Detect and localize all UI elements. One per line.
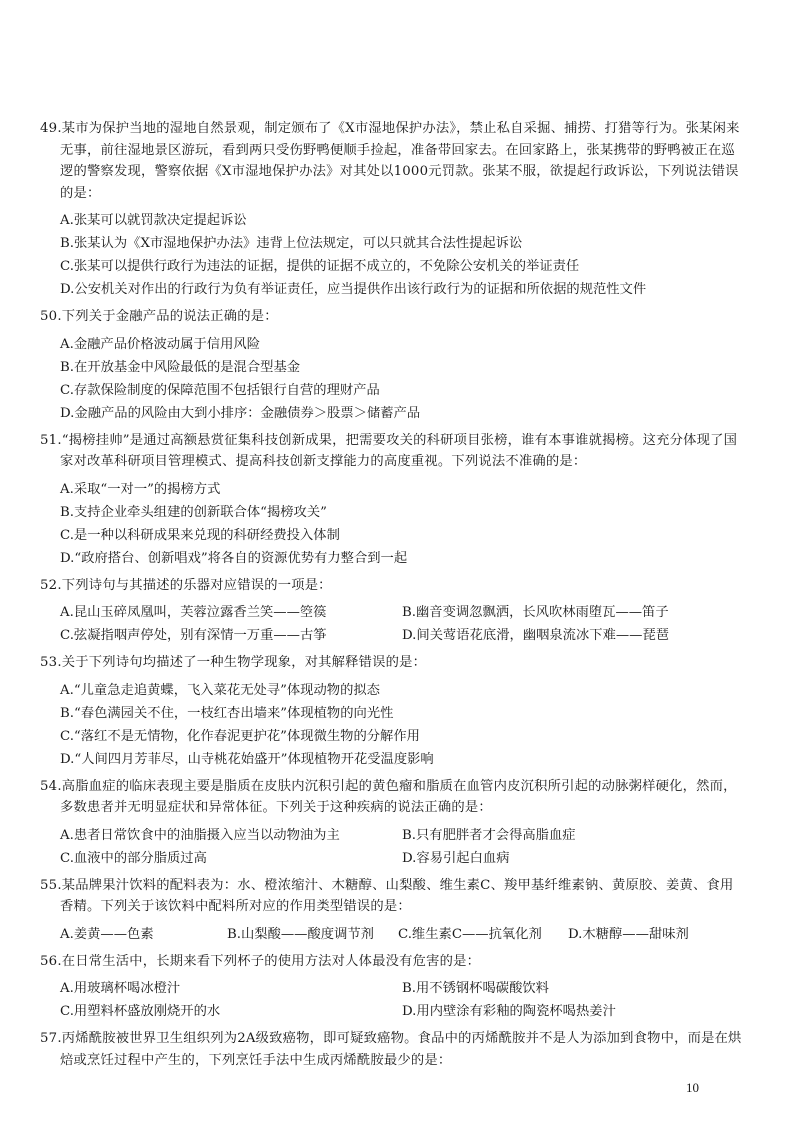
question-stem: 55.某品牌果汁饮料的配料表为：水、橙浓缩汁、木糖醇、山梨酸、维生素C、羧甲基纤维素钠、黄原胶、姜黄、食用香精。下列关于该饮料中配料所对应的作用类型错误的是： xyxy=(40,877,734,914)
option-a: A.采取“一对一”的揭榜方式 xyxy=(60,481,221,497)
option-b: B.在开放基金中风险最低的是混合型基金 xyxy=(60,359,301,375)
option-a: A.“儿童急走追黄蝶，飞入菜花无处寻”体现动物的拟态 xyxy=(60,682,380,698)
option-d: D.“政府搭台、创新唱戏”将各自的资源优势有力整合到一起 xyxy=(60,550,408,566)
option-list xyxy=(40,479,742,571)
option-b: B.张某认为《X市湿地保护办法》违背上位法规定，可以只就其合法性提起诉讼 xyxy=(60,236,523,251)
option-row xyxy=(60,825,742,848)
option-c: C.血液中的部分脂质过高 xyxy=(60,850,207,866)
option-c: C.弦凝指咽声停处，别有深情一万重——古筝 xyxy=(60,628,327,643)
question-57 xyxy=(40,1028,742,1071)
question-stem: 53.关于下列诗句均描述了一种生物学现象，对其解释错误的是： xyxy=(40,655,427,670)
option-a: A.用玻璃杯喝冰橙汁 xyxy=(60,981,181,996)
question-stem: 54.高脂血症的临床表现主要是脂质在皮肤内沉积引起的黄色瘤和脂质在血管内皮沉积所引起的动脉粥样硬化，然而，多数患者并无明显症状和异常体征。下列关于这种疾病的说法正确的是： xyxy=(40,778,737,815)
question-56 xyxy=(40,951,742,1025)
option-b: B.“春色满园关不住，一枝红杏出墙来”体现植物的向光性 xyxy=(60,705,394,721)
question-stem: 52.下列诗句与其描述的乐器对应错误的一项是： xyxy=(40,577,332,593)
option-d: D.用内壁涂有彩釉的陶瓷杯喝热姜汁 xyxy=(402,1004,616,1019)
question-51 xyxy=(40,430,742,571)
option-a: A.昆山玉碎凤凰叫，芙蓉泣露香兰笑——箜篌 xyxy=(60,605,327,620)
option-c: C.用塑料杯盛放刚烧开的水 xyxy=(60,1004,221,1019)
question-55 xyxy=(40,875,742,947)
option-list xyxy=(40,680,742,772)
option-b: B.只有肥胖者才会得高脂血症 xyxy=(402,827,576,843)
question-53 xyxy=(40,652,742,772)
option-b: B.幽音变调忽飘洒，长风吹林雨堕瓦——笛子 xyxy=(402,605,669,620)
option-d: D.金融产品的风险由大到小排序：金融债券＞股票＞储蓄产品 xyxy=(60,405,421,421)
option-a: A.金融产品价格波动属于信用风险 xyxy=(60,336,260,352)
option-row xyxy=(60,602,742,625)
option-d: D.间关莺语花底滑，幽咽泉流冰下难——琵琶 xyxy=(402,628,670,643)
option-b: B.山梨酸——酸度调节剂 xyxy=(227,926,374,942)
question-49 xyxy=(40,118,742,302)
option-c: C.存款保险制度的保障范围不包括银行自营的理财产品 xyxy=(60,382,380,398)
option-b: B.支持企业牵头组建的创新联合体“揭榜攻关” xyxy=(60,504,327,520)
option-list xyxy=(40,978,742,1024)
page-number: 10 xyxy=(686,1080,699,1095)
option-row xyxy=(60,848,742,871)
option-list xyxy=(40,825,742,871)
option-row xyxy=(60,625,742,648)
question-54 xyxy=(40,776,742,871)
option-a: A.张某可以就罚款决定提起诉讼 xyxy=(60,213,247,228)
option-c: C.维生素C——抗氧化剂 xyxy=(398,926,542,942)
option-list xyxy=(40,334,742,426)
question-50 xyxy=(40,306,742,426)
option-d: D.公安机关对作出的行政行为负有举证责任，应当提供作出该行政行为的证据和所依据的规范性文件 xyxy=(60,282,647,297)
option-c: C.是一种以科研成果来兑现的科研经费投入体制 xyxy=(60,527,340,543)
option-b: B.用不锈钢杯喝碳酸饮料 xyxy=(402,981,549,996)
question-stem: 56.在日常生活中，长期来看下列杯子的使用方法对人体最没有危害的是： xyxy=(40,953,481,969)
option-list xyxy=(40,602,742,648)
option-row xyxy=(60,924,742,947)
option-c: C.张某可以提供行政行为违法的证据，提供的证据不成立的，不免除公安机关的举证责任 xyxy=(60,259,580,274)
option-a: A.患者日常饮食中的油脂摄入应当以动物油为主 xyxy=(60,827,340,843)
option-row xyxy=(60,1001,742,1024)
question-52 xyxy=(40,575,742,649)
option-list xyxy=(40,210,742,302)
option-list xyxy=(40,924,742,947)
option-d: D.木糖醇——甜味剂 xyxy=(568,926,689,942)
option-row xyxy=(60,978,742,1001)
option-a: A.姜黄——色素 xyxy=(60,926,154,942)
option-d: D.“人间四月芳菲尽，山寺桃花始盛开”体现植物开花受温度影响 xyxy=(60,751,434,767)
option-d: D.容易引起白血病 xyxy=(402,850,510,866)
option-c: C.“落红不是无情物，化作春泥更护花”体现微生物的分解作用 xyxy=(60,728,420,744)
exam-page xyxy=(0,118,800,1077)
question-stem: 49.某市为保护当地的湿地自然景观，制定颁布了《X市湿地保护办法》，禁止私自采掘、捕捞、打猎等行为。张某闲来无事，前往湿地景区游玩，看到两只受伤野鸭便顺手捡起，准备带回家去。在回家路上，张某携带的野鸭被正在巡逻的警察发现，警察依据《X市湿地保护办法》对其处以1000元罚款。张某不服，欲提起行政诉讼，下列说法错误的是： xyxy=(40,121,740,201)
question-stem: 57.丙烯酰胺被世界卫生组织列为2A级致癌物，即可疑致癌物。食品中的丙烯酰胺并不是人为添加到食物中，而是在烘焙或烹饪过程中产生的，下列烹饪手法中生成丙烯酰胺最少的是： xyxy=(40,1031,742,1068)
question-stem: 51.“揭榜挂帅”是通过高额悬赏征集科技创新成果，把需要攻关的科研项目张榜，谁有本事谁就揭榜。这充分体现了国家对改革科研项目管理模式、提高科技创新支撑能力的高度重视。下列说法不准确的是： xyxy=(40,432,738,469)
question-stem: 50.下列关于金融产品的说法正确的是： xyxy=(40,309,278,324)
